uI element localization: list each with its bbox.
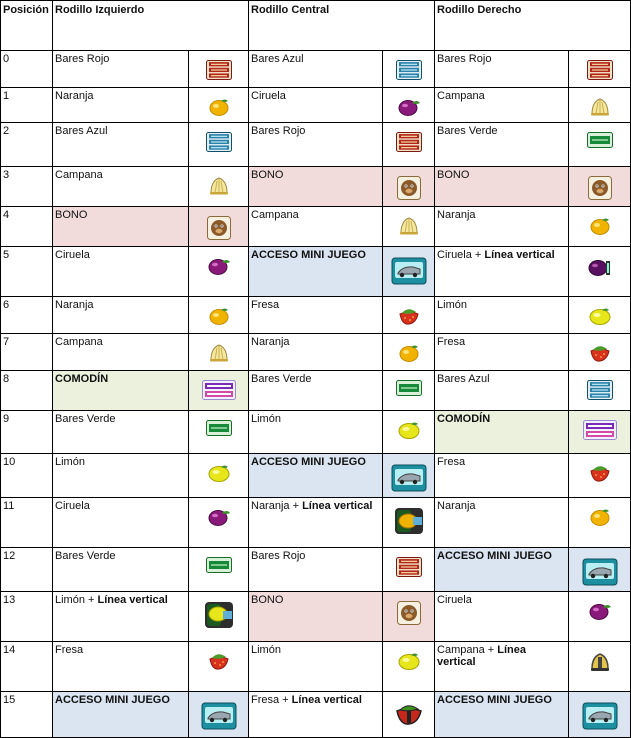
left-reel-symbol-name <box>53 548 189 592</box>
center-reel-symbol-icon-cell <box>383 167 435 207</box>
left-reel-symbol-name <box>53 642 189 692</box>
right-reel-symbol-name <box>435 207 569 247</box>
minigame-icon <box>571 557 628 590</box>
header-center-reel: Rodillo Central <box>249 1 435 51</box>
position-cell: 6 <box>1 297 53 334</box>
symbol-label: Bares Azul <box>251 53 304 65</box>
symbol-label: Ciruela <box>55 500 90 512</box>
header-row <box>1 1 631 51</box>
strawberry-line-icon <box>385 701 432 730</box>
right-reel-symbol-name <box>435 334 569 371</box>
symbol-label: COMODÍN <box>55 373 109 385</box>
center-reel-symbol-name <box>249 498 383 548</box>
center-reel-symbol-icon-cell <box>383 51 435 88</box>
minigame-icon <box>571 701 628 734</box>
center-reel-symbol-name <box>249 642 383 692</box>
orange-icon <box>191 97 246 120</box>
bar-red-icon <box>385 132 432 155</box>
symbol-label: Naranja <box>437 209 476 221</box>
table-row <box>1 498 631 548</box>
left-reel-symbol-icon-cell <box>189 51 249 88</box>
table-row <box>1 642 631 692</box>
symbol-label: ACCESO MINI JUEGO <box>437 550 552 562</box>
position-cell: 13 <box>1 592 53 642</box>
right-reel-symbol-icon-cell <box>569 454 631 498</box>
center-reel-symbol-icon-cell <box>383 334 435 371</box>
position-cell: 1 <box>1 88 53 123</box>
left-reel-symbol-name <box>53 88 189 123</box>
right-reel-symbol-name <box>435 51 569 88</box>
symbol-label: Bares Azul <box>437 373 490 385</box>
position-cell: 15 <box>1 692 53 738</box>
left-reel-symbol-name <box>53 297 189 334</box>
position-cell: 10 <box>1 454 53 498</box>
center-reel-symbol-icon-cell <box>383 297 435 334</box>
symbol-label: Bares Rojo <box>251 550 306 562</box>
lemon-icon <box>385 651 432 674</box>
table-row <box>1 207 631 247</box>
symbol-label: Limón + <box>55 594 98 606</box>
bar-red-icon <box>191 60 246 83</box>
symbol-label: Ciruela <box>437 594 472 606</box>
center-reel-symbol-icon-cell <box>383 123 435 167</box>
right-reel-symbol-icon-cell <box>569 411 631 454</box>
symbol-label: Campana <box>251 209 299 221</box>
strawberry-icon <box>571 343 628 366</box>
center-reel-symbol-name <box>249 371 383 411</box>
symbol-label: Bares Rojo <box>437 53 492 65</box>
bell-icon <box>385 216 432 239</box>
vertical-line-label: Línea vertical <box>291 694 362 706</box>
center-reel-symbol-name <box>249 51 383 88</box>
center-reel-symbol-icon-cell <box>383 454 435 498</box>
center-reel-symbol-name <box>249 88 383 123</box>
table-row <box>1 334 631 371</box>
symbol-label: Limón <box>251 644 281 656</box>
left-reel-symbol-name <box>53 592 189 642</box>
position-cell: 8 <box>1 371 53 411</box>
symbol-label: BONO <box>251 594 284 606</box>
left-reel-symbol-name <box>53 692 189 738</box>
minigame-icon <box>191 701 246 734</box>
bell-icon <box>571 97 628 120</box>
plum-icon <box>571 601 628 624</box>
right-reel-symbol-icon-cell <box>569 692 631 738</box>
symbol-label: Limón <box>251 413 281 425</box>
symbol-label: Bares Verde <box>437 125 498 137</box>
table-row <box>1 123 631 167</box>
left-reel-symbol-icon-cell <box>189 454 249 498</box>
left-reel-symbol-icon-cell <box>189 592 249 642</box>
bar-blue-icon <box>385 60 432 83</box>
table-row <box>1 88 631 123</box>
bar-green-icon <box>571 132 628 151</box>
symbol-label: Ciruela <box>55 249 90 261</box>
left-reel-symbol-name <box>53 371 189 411</box>
minigame-icon <box>385 256 432 289</box>
orange-icon <box>571 507 628 530</box>
orange-line-icon <box>385 507 432 538</box>
symbol-label: Bares Rojo <box>251 125 306 137</box>
symbol-label: Bares Verde <box>251 373 312 385</box>
symbol-label: Naranja <box>55 90 94 102</box>
table-row <box>1 592 631 642</box>
symbol-label: Bares Verde <box>55 413 116 425</box>
table-row <box>1 692 631 738</box>
symbol-label: Campana <box>55 336 103 348</box>
center-reel-symbol-name <box>249 297 383 334</box>
symbol-label: ACCESO MINI JUEGO <box>437 694 552 706</box>
right-reel-symbol-name <box>435 88 569 123</box>
center-reel-symbol-name <box>249 592 383 642</box>
header-left-reel: Rodillo Izquierdo <box>53 1 249 51</box>
symbol-label: Fresa + <box>251 694 292 706</box>
center-reel-symbol-icon-cell <box>383 548 435 592</box>
vertical-line-label: Línea vertical <box>302 500 373 512</box>
center-reel-symbol-name <box>249 167 383 207</box>
right-reel-symbol-name <box>435 411 569 454</box>
center-reel-symbol-name <box>249 692 383 738</box>
symbol-label: ACCESO MINI JUEGO <box>251 249 366 261</box>
wild-icon <box>571 420 628 443</box>
left-reel-symbol-icon-cell <box>189 692 249 738</box>
right-reel-symbol-name <box>435 692 569 738</box>
position-cell: 5 <box>1 247 53 297</box>
left-reel-symbol-name <box>53 411 189 454</box>
table-row <box>1 297 631 334</box>
vertical-line-label: Línea vertical <box>484 249 555 261</box>
symbol-label: Bares Azul <box>55 125 108 137</box>
center-reel-symbol-icon-cell <box>383 498 435 548</box>
center-reel-symbol-icon-cell <box>383 411 435 454</box>
left-reel-symbol-icon-cell <box>189 297 249 334</box>
position-cell: 11 <box>1 498 53 548</box>
left-reel-symbol-name <box>53 123 189 167</box>
symbol-label: COMODÍN <box>437 413 491 425</box>
symbol-label: Fresa <box>437 456 466 468</box>
bell-icon <box>191 176 246 199</box>
strawberry-icon <box>571 463 628 486</box>
symbol-label: Naranja <box>251 336 290 348</box>
orange-icon <box>191 306 246 329</box>
right-reel-symbol-name <box>435 123 569 167</box>
right-reel-symbol-name <box>435 297 569 334</box>
left-reel-symbol-icon-cell <box>189 371 249 411</box>
left-reel-symbol-icon-cell <box>189 207 249 247</box>
left-reel-symbol-icon-cell <box>189 167 249 207</box>
center-reel-symbol-name <box>249 454 383 498</box>
position-cell: 2 <box>1 123 53 167</box>
symbol-label: Ciruela + <box>437 249 485 261</box>
right-reel-symbol-icon-cell <box>569 498 631 548</box>
symbol-label: Fresa <box>437 336 466 348</box>
bar-red-icon <box>571 60 628 83</box>
symbol-label: BONO <box>55 209 88 221</box>
table-row <box>1 51 631 88</box>
symbol-label: ACCESO MINI JUEGO <box>251 456 366 468</box>
lemon-icon <box>571 306 628 329</box>
left-reel-symbol-icon-cell <box>189 548 249 592</box>
bell-icon <box>191 343 246 366</box>
right-reel-symbol-name <box>435 167 569 207</box>
plum-icon <box>191 507 246 530</box>
right-reel-symbol-icon-cell <box>569 167 631 207</box>
symbol-label: Ciruela <box>251 90 286 102</box>
symbol-label: Naranja + <box>251 500 303 512</box>
left-reel-symbol-icon-cell <box>189 411 249 454</box>
bonus-icon <box>385 176 432 203</box>
header-right-reel: Rodillo Derecho <box>435 1 631 51</box>
right-reel-symbol-name <box>435 498 569 548</box>
bar-red-icon <box>385 557 432 580</box>
right-reel-symbol-name <box>435 247 569 297</box>
right-reel-symbol-icon-cell <box>569 334 631 371</box>
center-reel-symbol-name <box>249 411 383 454</box>
center-reel-symbol-name <box>249 548 383 592</box>
vertical-line-label: Línea vertical <box>97 594 168 606</box>
symbol-label: BONO <box>437 169 470 181</box>
symbol-label: Limón <box>437 299 467 311</box>
orange-icon <box>571 216 628 239</box>
right-reel-symbol-icon-cell <box>569 51 631 88</box>
table-row <box>1 247 631 297</box>
plum-icon <box>385 97 432 120</box>
position-cell: 7 <box>1 334 53 371</box>
table-row <box>1 548 631 592</box>
table-row <box>1 371 631 411</box>
right-reel-symbol-icon-cell <box>569 592 631 642</box>
right-reel-symbol-name <box>435 548 569 592</box>
lemon-icon <box>385 420 432 443</box>
center-reel-symbol-icon-cell <box>383 207 435 247</box>
left-reel-symbol-name <box>53 334 189 371</box>
center-reel-symbol-icon-cell <box>383 371 435 411</box>
plum-icon <box>191 256 246 279</box>
right-reel-symbol-icon-cell <box>569 207 631 247</box>
symbol-label: Fresa <box>55 644 84 656</box>
left-reel-symbol-icon-cell <box>189 498 249 548</box>
right-reel-symbol-icon-cell <box>569 642 631 692</box>
left-reel-symbol-icon-cell <box>189 247 249 297</box>
right-reel-symbol-icon-cell <box>569 123 631 167</box>
left-reel-symbol-name <box>53 207 189 247</box>
symbol-label: Campana <box>437 90 485 102</box>
left-reel-symbol-name <box>53 51 189 88</box>
strawberry-icon <box>385 306 432 329</box>
center-reel-symbol-name <box>249 334 383 371</box>
right-reel-symbol-name <box>435 454 569 498</box>
lemon-icon <box>191 463 246 486</box>
symbol-label: Campana <box>55 169 103 181</box>
table-row <box>1 411 631 454</box>
vertical-line-label: Línea vertical <box>437 644 526 668</box>
symbol-label: Limón <box>55 456 85 468</box>
table-row <box>1 167 631 207</box>
bar-blue-icon <box>571 380 628 403</box>
bar-green-icon <box>385 380 432 399</box>
right-reel-symbol-name <box>435 371 569 411</box>
right-reel-symbol-icon-cell <box>569 297 631 334</box>
center-reel-symbol-name <box>249 123 383 167</box>
position-cell: 12 <box>1 548 53 592</box>
center-reel-symbol-icon-cell <box>383 88 435 123</box>
center-reel-symbol-icon-cell <box>383 642 435 692</box>
bonus-icon <box>191 216 246 243</box>
left-reel-symbol-name <box>53 247 189 297</box>
left-reel-symbol-name <box>53 167 189 207</box>
symbol-label: BONO <box>251 169 284 181</box>
orange-icon <box>385 343 432 366</box>
bar-green-icon <box>191 420 246 439</box>
position-cell: 9 <box>1 411 53 454</box>
header-position: Posición <box>1 1 53 51</box>
left-reel-symbol-icon-cell <box>189 642 249 692</box>
position-cell: 14 <box>1 642 53 692</box>
plum-line-icon <box>571 256 628 281</box>
symbol-label: Campana + <box>437 644 498 656</box>
strawberry-icon <box>191 651 246 674</box>
position-cell: 0 <box>1 51 53 88</box>
right-reel-symbol-name <box>435 592 569 642</box>
symbol-label: Fresa <box>251 299 280 311</box>
center-reel-symbol-name <box>249 247 383 297</box>
right-reel-symbol-icon-cell <box>569 548 631 592</box>
center-reel-symbol-icon-cell <box>383 592 435 642</box>
left-reel-symbol-icon-cell <box>189 123 249 167</box>
bonus-icon <box>385 601 432 628</box>
symbol-label: ACCESO MINI JUEGO <box>55 694 170 706</box>
center-reel-symbol-name <box>249 207 383 247</box>
symbol-label: Naranja <box>55 299 94 311</box>
symbol-label: Bares Rojo <box>55 53 110 65</box>
right-reel-symbol-name <box>435 642 569 692</box>
symbol-label: Naranja <box>437 500 476 512</box>
center-reel-symbol-icon-cell <box>383 247 435 297</box>
left-reel-symbol-icon-cell <box>189 334 249 371</box>
right-reel-symbol-icon-cell <box>569 247 631 297</box>
left-reel-symbol-name <box>53 498 189 548</box>
center-reel-symbol-icon-cell <box>383 692 435 738</box>
table-row <box>1 454 631 498</box>
bell-line-icon <box>571 651 628 678</box>
wild-icon <box>191 380 246 403</box>
symbol-label: Bares Verde <box>55 550 116 562</box>
left-reel-symbol-icon-cell <box>189 88 249 123</box>
lemon-line-icon <box>191 601 246 632</box>
left-reel-symbol-name <box>53 454 189 498</box>
right-reel-symbol-icon-cell <box>569 88 631 123</box>
bar-green-icon <box>191 557 246 576</box>
position-cell: 3 <box>1 167 53 207</box>
bar-blue-icon <box>191 132 246 155</box>
bonus-icon <box>571 176 628 203</box>
position-cell: 4 <box>1 207 53 247</box>
right-reel-symbol-icon-cell <box>569 371 631 411</box>
minigame-icon <box>385 463 432 496</box>
